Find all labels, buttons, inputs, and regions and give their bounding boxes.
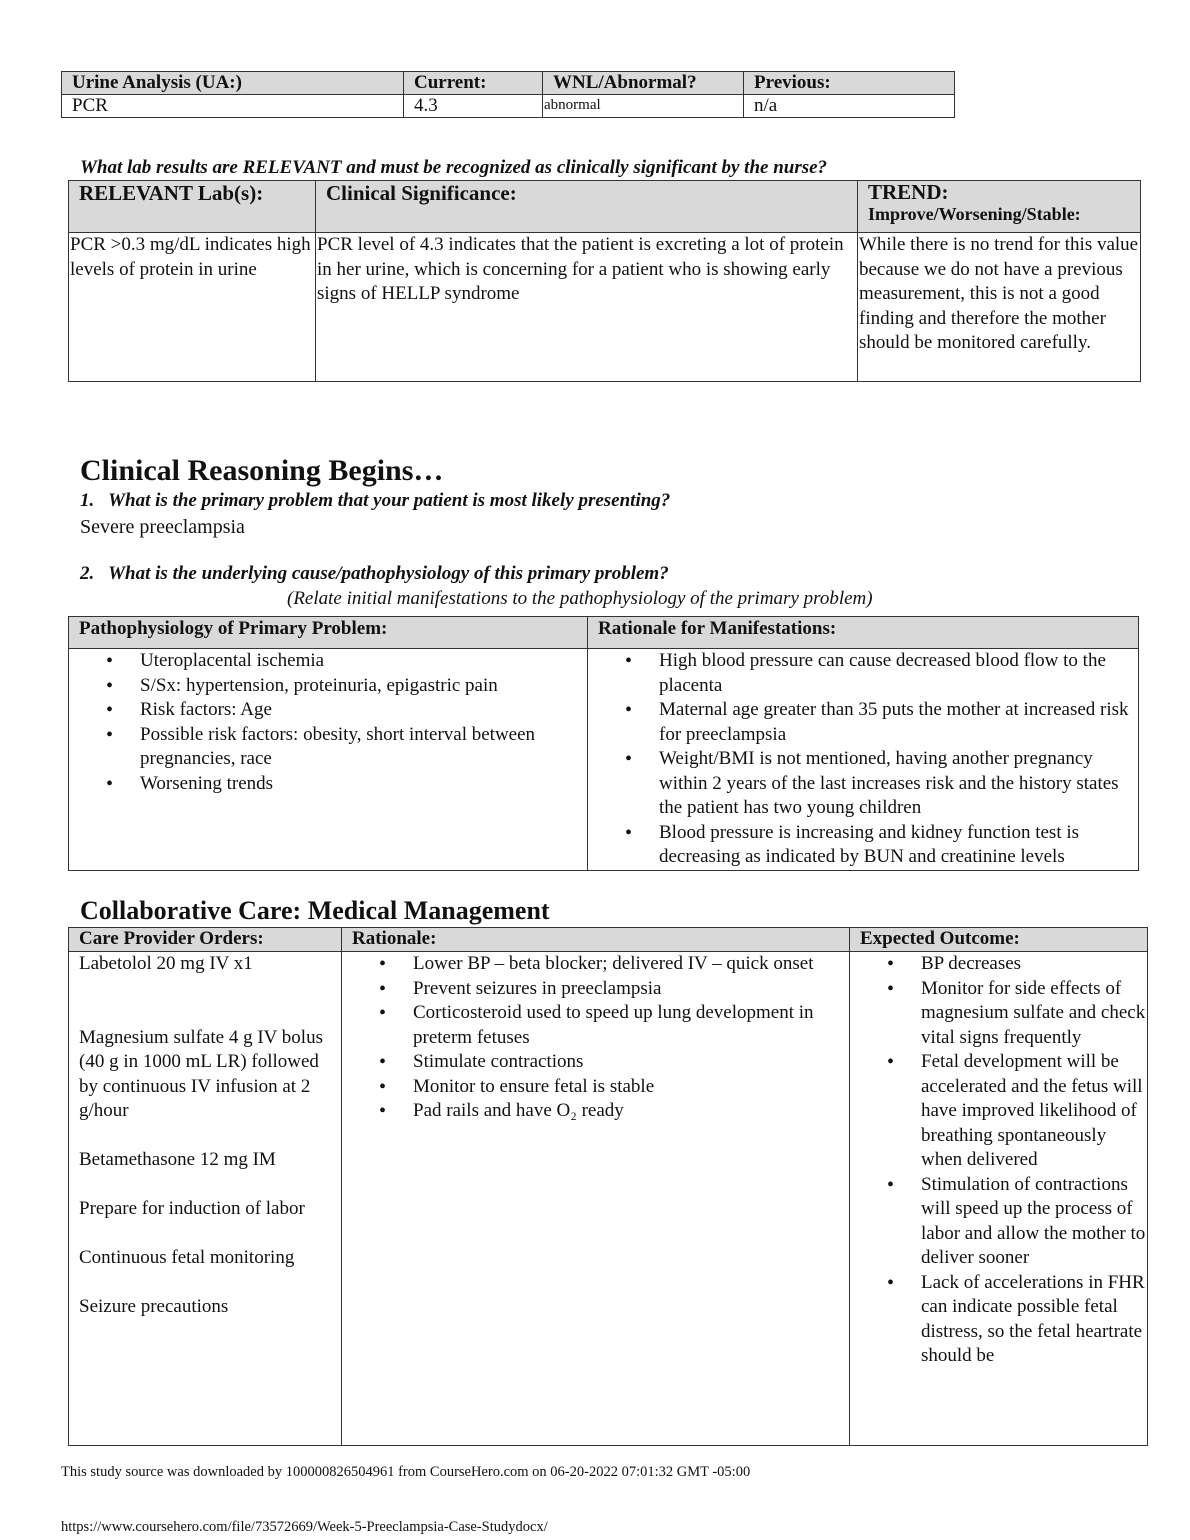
trend-sublabel: Improve/Worsening/Stable: (868, 204, 1081, 224)
header-pathophysiology: Pathophysiology of Primary Problem: (69, 617, 588, 649)
order-item: Prepare for induction of labor (79, 1198, 305, 1219)
cell-lab: PCR >0.3 mg/dL indicates high levels of protein in urine (69, 233, 316, 382)
outcome-item: • Monitor for side effects of magnesium sulfate and check vital signs frequently (921, 977, 1146, 1051)
pathophysiology-item: • Worsening trends (140, 772, 586, 797)
order-item: Labetolol 20 mg IV x1 (79, 953, 253, 974)
outcome-item: • Lack of accelerations in FHR can indicate possible fetal distress, so the fetal heartrate should be (921, 1271, 1146, 1369)
header-orders: Care Provider Orders: (69, 928, 342, 952)
relevant-question: What lab results are RELEVANT and must be recognized as clinically significant by the nurse? (80, 157, 828, 178)
rationale-cell (588, 649, 1139, 871)
collaborative-care-table (68, 927, 1148, 1446)
pathophysiology-item: • Uteroplacental ischemia (140, 649, 586, 674)
order-item: Seizure precautions (79, 1296, 229, 1317)
header-expected-outcome: Expected Outcome: (850, 928, 1148, 952)
pathophysiology-list (70, 649, 586, 796)
pathophysiology-cell (69, 649, 588, 871)
order-item: Continuous fetal monitoring (79, 1247, 295, 1268)
rationale-item: • Pad rails and have O₂ ready (413, 1099, 848, 1124)
table-header-row (69, 181, 1141, 233)
rationale-cell (342, 952, 850, 1446)
rationale-item: • Lower BP – beta blocker; delivered IV – quick onset (413, 952, 848, 977)
outcome-cell (850, 952, 1148, 1446)
source-url[interactable]: https://www.coursehero.com/file/73572669/Week-5-Preeclampsia-Case-Studydocx/ (61, 1519, 548, 1535)
orders-cell (69, 952, 342, 1446)
outcome-list (851, 952, 1146, 1369)
cell-test: PCR (62, 95, 404, 118)
header-clinical-significance: Clinical Significance: (316, 181, 858, 233)
question-2: 2. What is the underlying cause/pathophysiology of this primary problem? (80, 563, 669, 584)
cell-significance: PCR level of 4.3 indicates that the patient is excreting a lot of protein in her urine, which is concerning for a patient who is showing early signs of HELLP syndrome (316, 233, 858, 382)
rationale-item: • High blood pressure can cause decreased blood flow to the placenta (659, 649, 1137, 698)
urine-analysis-table (61, 71, 955, 118)
answer-1: Severe preeclampsia (80, 516, 245, 538)
outcome-item: • Stimulation of contractions will speed up the process of labor and allow the mother to deliver sooner (921, 1173, 1146, 1271)
header-rationale-manifestations: Rationale for Manifestations: (588, 617, 1139, 649)
header-relevant-labs: RELEVANT Lab(s): (69, 181, 316, 233)
outcome-item: • Fetal development will be accelerated and the fetus will have improved likelihood of breathing spontaneously when delivered (921, 1050, 1146, 1173)
header-wnl-abnormal: WNL/Abnormal? (543, 72, 744, 95)
cell-current: 4.3 (404, 95, 543, 118)
table-row (69, 952, 1148, 1446)
cell-trend: While there is no trend for this value because we do not have a previous measurement, this is not a good finding and therefore the mother should be monitored carefully. (858, 233, 1141, 382)
table-row (69, 649, 1139, 871)
table-header-row (62, 72, 955, 95)
header-previous: Previous: (744, 72, 955, 95)
table-row (62, 95, 955, 118)
header-trend (858, 181, 1141, 233)
pathophysiology-item: • Possible risk factors: obesity, short interval between pregnancies, race (140, 723, 586, 772)
rationale-item: • Maternal age greater than 35 puts the mother at increased risk for preeclampsia (659, 698, 1137, 747)
header-current: Current: (404, 72, 543, 95)
rationale-item: • Prevent seizures in preeclampsia (413, 977, 848, 1002)
rationale-item: • Corticosteroid used to speed up lung development in preterm fetuses (413, 1001, 848, 1050)
header-rationale: Rationale: (342, 928, 850, 952)
table-header-row (69, 617, 1139, 649)
rationale-item: • Blood pressure is increasing and kidney function test is decreasing as indicated by BUN and creatinine levels (659, 821, 1137, 870)
pathophysiology-item: • S/Sx: hypertension, proteinuria, epigastric pain (140, 674, 586, 699)
header-urine-analysis: Urine Analysis (UA:) (62, 72, 404, 95)
table-row (69, 233, 1141, 382)
relevant-labs-table (68, 180, 1141, 382)
rationale-item: • Stimulate contractions (413, 1050, 848, 1075)
pathophysiology-table (68, 616, 1139, 871)
cell-wnl: abnormal (543, 95, 744, 118)
rationale-list (343, 952, 848, 1124)
rationale-item: • Monitor to ensure fetal is stable (413, 1075, 848, 1100)
collaborative-care-heading: Collaborative Care: Medical Management (80, 896, 550, 925)
download-note: This study source was downloaded by 100000826504961 from CourseHero.com on 06-20-2022 07:01:32 GMT -05:00 (61, 1464, 751, 1480)
clinical-reasoning-heading: Clinical Reasoning Begins… (80, 454, 444, 487)
order-item: Betamethasone 12 mg IM (79, 1149, 276, 1170)
trend-label: TREND: (868, 180, 949, 204)
pathophysiology-item: • Risk factors: Age (140, 698, 586, 723)
rationale-item: • Weight/BMI is not mentioned, having another pregnancy within 2 years of the last increases risk and the history states the patient has two young children (659, 747, 1137, 821)
cell-previous: n/a (744, 95, 955, 118)
question-1: 1. What is the primary problem that your patient is most likely presenting? (80, 490, 671, 511)
outcome-item: • BP decreases (921, 952, 1146, 977)
question-2-subtitle: (Relate initial manifestations to the pathophysiology of the primary problem) (287, 588, 873, 609)
order-item: Magnesium sulfate 4 g IV bolus (40 g in 1000 mL LR) followed by continuous IV infusion at 2 g/hour (79, 1026, 323, 1121)
rationale-list (589, 649, 1137, 870)
table-header-row (69, 928, 1148, 952)
